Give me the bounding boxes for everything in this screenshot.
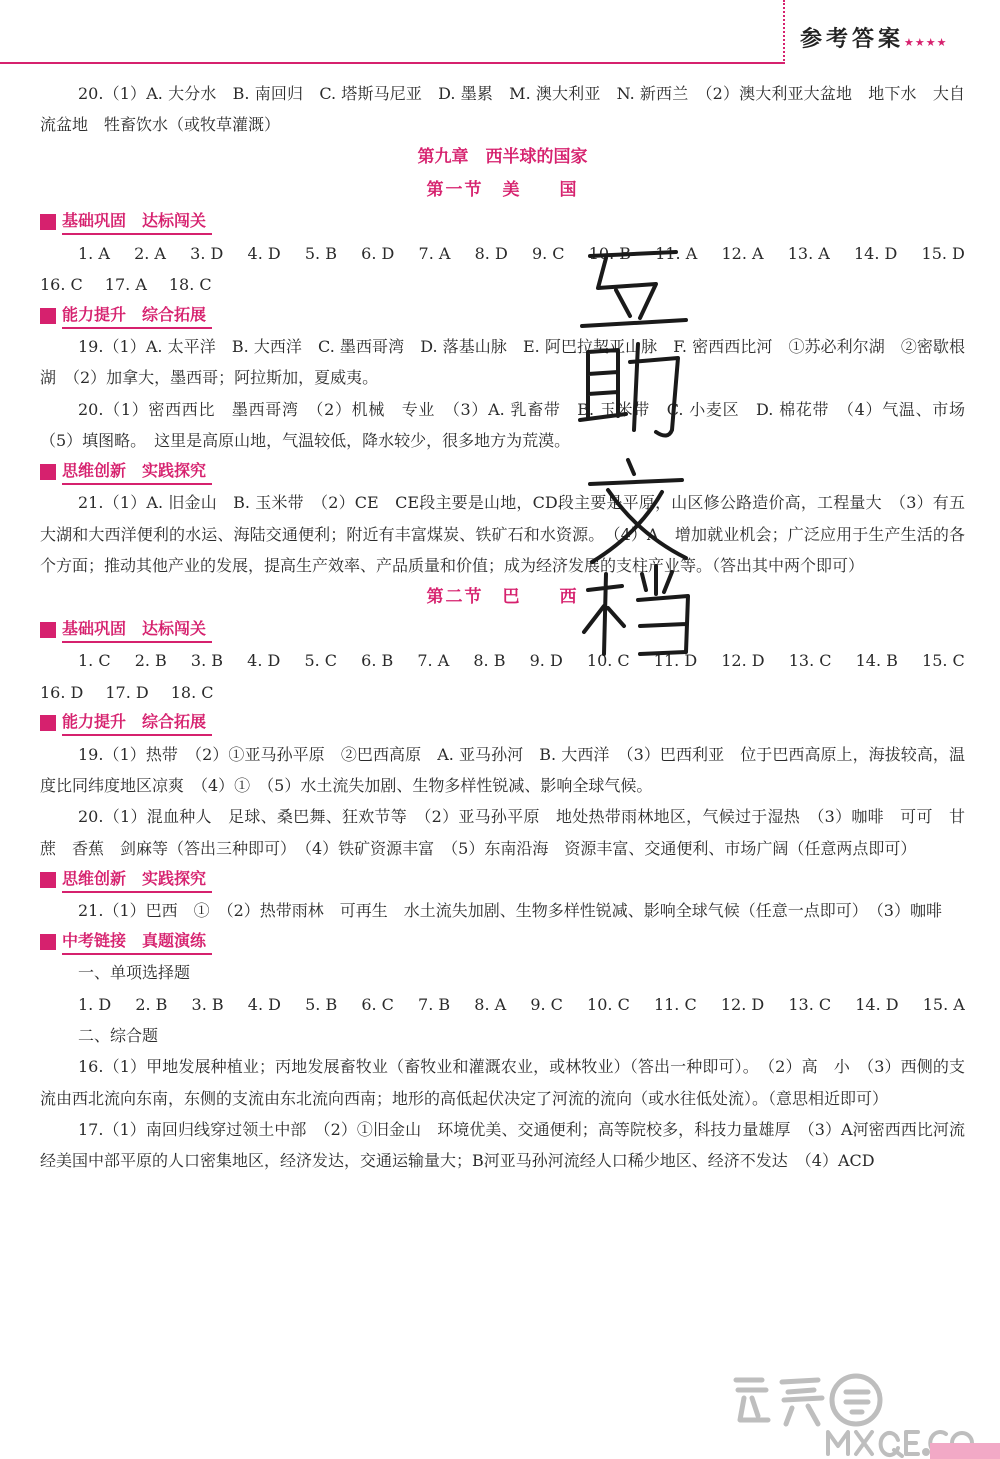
answer-item: 18. C — [168, 274, 212, 294]
section-label-text: 基础巩固 达标闯关 — [62, 617, 212, 643]
answer-item: 14. B — [855, 651, 898, 671]
answer-row — [40, 677, 965, 708]
answer-row — [40, 989, 965, 1020]
handwritten-signature — [568, 234, 708, 674]
header-divider — [783, 0, 785, 64]
answer-item: 8. B — [473, 651, 506, 671]
answer-paragraph: 19.（1）A. 太平洋 B. 大西洋 C. 墨西哥湾 D. 落基山脉 E. 阿巴拉契亚山脉 F. 密西西比河 ①苏必利尔湖 ②密歇根湖 （2）加拿大，墨西哥；阿拉斯加，夏威夷。 — [40, 337, 965, 388]
star-rating-icon: ★★★★ — [904, 36, 948, 49]
answer-item: 3. B — [191, 994, 224, 1014]
section-label-basic — [40, 207, 965, 238]
answer-row — [40, 269, 965, 300]
section-label-text: 中考链接 真题演练 — [62, 929, 212, 955]
answer-item: 11. C — [653, 994, 697, 1014]
answer-row — [40, 238, 965, 269]
answer-item: 9. D — [529, 651, 563, 671]
section-title-usa: 第一节 美 国 — [426, 179, 579, 200]
answer-item: 16. C — [40, 274, 83, 294]
answer-item: 10. B — [588, 243, 632, 263]
answer-item: 5. B — [305, 994, 338, 1014]
square-bullet-icon — [40, 715, 56, 731]
answer-item: 8. D — [474, 243, 508, 263]
answer-item: 6. C — [361, 994, 394, 1014]
header-rule — [0, 62, 785, 64]
section-label-exam — [40, 926, 965, 957]
answer-paragraph: 20.（1）混血种人 足球、桑巴舞、狂欢节等 （2）亚马孙平原 地处热带雨林地区，气候过于湿热 （3）咖啡 可可 甘蔗 香蕉 剑麻等（答出三种即可） （4）铁矿资源丰富 （5）东南沿海 资源丰富、交通便利、市场广阔（任意两点即可） — [40, 807, 965, 858]
section-label-innovation — [40, 864, 965, 895]
answer-item: 1. C — [78, 651, 111, 671]
answer-paragraph: 17.（1）南回归线穿过领土中部 （2）①旧金山 环境优美、交通便利；高等院校多，科技力量雄厚 （3）A河密西西比河流经美国中部平原的人口密集地区，经济发达，交通运输量大；B河亚马孙河流经人口稀少地区、经济不发达 （4）ACD — [40, 1119, 965, 1171]
answer-item: 14. D — [853, 243, 898, 263]
answer-paragraph: 21.（1）巴西 ① （2）热带雨林 可再生 水土流失加剧、生物多样性锐减、影响全球气候（任意一点即可） （3）咖啡 — [78, 901, 942, 921]
answer-item: 4. D — [247, 994, 281, 1014]
answer-item: 12. D — [721, 651, 765, 671]
page-corner-tab — [930, 1443, 1000, 1459]
answer-paragraph: 16.（1）甲地发展种植业；丙地发展畜牧业（畜牧业和灌溉农业，或林牧业）（答出一种即可）。 （2）高 小 （3）西侧的支流由西北流向东南，东侧的支流由东北流向西南；地形的高低起伏决定了河流的流向（或水往低处流）。（意思相近即可） — [40, 1057, 965, 1108]
answer-item: 17. A — [104, 274, 147, 294]
answer-item: 7. A — [418, 243, 451, 263]
section-label-text: 能力提升 综合拓展 — [62, 710, 212, 736]
answer-item: 6. D — [361, 243, 395, 263]
answer-item: 8. A — [474, 994, 507, 1014]
answer-item: 11. D — [653, 651, 698, 671]
answer-item: 15. C — [922, 651, 965, 671]
answer-item: 16. D — [40, 682, 84, 702]
chapter-title: 第九章 西半球的国家 — [417, 146, 588, 167]
section-label-ability — [40, 300, 965, 331]
answer-item: 1. D — [78, 994, 112, 1014]
answer-item: 9. C — [530, 994, 563, 1014]
answer-content — [40, 78, 982, 1176]
answer-item: 12. A — [721, 243, 764, 263]
square-bullet-icon — [40, 622, 56, 638]
answer-item: 14. D — [855, 994, 899, 1014]
section-label-basic — [40, 614, 965, 645]
answer-item: 9. C — [531, 243, 565, 263]
answer-item: 11. A — [655, 243, 698, 263]
answer-item: 13. C — [788, 994, 832, 1014]
answer-paragraph: 19.（1）热带 （2）①亚马孙平原 ②巴西高原 A. 亚马孙河 B. 大西洋 （3）巴西利亚 位于巴西高原上，海拔较高，温度比同纬度地区凉爽 （4）① （5）水土流失加剧、生物多样性锐减、影响全球气候。 — [40, 744, 965, 796]
square-bullet-icon — [40, 214, 56, 230]
section-label-text: 能力提升 综合拓展 — [62, 303, 212, 329]
answer-item: 15. D — [921, 243, 965, 263]
square-bullet-icon — [40, 308, 56, 324]
answer-item: 18. C — [170, 682, 214, 702]
answer-item: 5. C — [304, 651, 338, 671]
section-label-ability — [40, 708, 965, 739]
answer-item: 13. C — [788, 651, 832, 671]
square-bullet-icon — [40, 464, 56, 480]
answer-item: 13. A — [787, 243, 830, 263]
answer-row — [40, 645, 965, 676]
section-label-text: 思维创新 实践探究 — [62, 867, 212, 893]
answer-item: 2. B — [134, 651, 167, 671]
answer-item: 7. B — [418, 994, 451, 1014]
answer-paragraph: 20.（1）密西西比 墨西哥湾 （2）机械 专业 （3）A. 乳畜带 B. 玉米带 C. 小麦区 D. 棉花带 （4）气温、市场 （5）填图略。 这里是高原山地，气温较低，降水较少，很多地方为荒漠。 — [40, 399, 982, 451]
answer-item: 4. D — [247, 651, 281, 671]
answer-item: 3. B — [190, 651, 224, 671]
answer-item: 5. B — [304, 243, 337, 263]
answer-paragraph: 21.（1）A. 旧金山 B. 玉米带 （2）CE CE段主要是山地，CD段主要是平原，山区修公路造价高，工程量大 （3）有五大湖和大西洋便利的水运、海陆交通便利；附近有丰富煤炭、铁矿石和水资源。 （4）A 增加就业机会；广泛应用于生产生活的各个方面；推动其他产业的发展，提高生产效率、产品质量和价值；成为经济发展的支柱产业等。（答出其中两个即可） — [40, 493, 965, 575]
answer-item: 6. B — [361, 651, 394, 671]
answer-item: 2. A — [134, 243, 166, 263]
answer-item: 4. D — [247, 243, 281, 263]
answer-item: 3. D — [190, 243, 224, 263]
section-title-brazil: 第二节 巴 西 — [426, 587, 579, 608]
answer-item: 17. D — [105, 682, 149, 702]
square-bullet-icon — [40, 934, 56, 950]
answer-item: 10. C — [587, 994, 630, 1014]
answer-item: 15. A — [922, 994, 965, 1014]
intro-answer: 20.（1）A. 大分水 B. 南回归 C. 塔斯马尼亚 D. 墨累 M. 澳大利亚 N. 新西兰 （2）澳大利亚大盆地 地下水 大自流盆地 牲畜饮水（或牧草灌溉） — [40, 84, 965, 135]
answer-item: 1. A — [78, 243, 110, 263]
section-label-text: 思维创新 实践探究 — [62, 459, 212, 485]
answer-item: 10. C — [586, 651, 630, 671]
page-header — [800, 22, 1000, 58]
answer-item: 2. B — [135, 994, 168, 1014]
section-label-text: 基础巩固 达标闯关 — [62, 209, 212, 235]
answer-item: 12. D — [720, 994, 765, 1014]
exam-part-title: 一、单项选择题 — [78, 963, 191, 983]
answer-item: 7. A — [417, 651, 450, 671]
header-title: 参考答案 — [800, 27, 905, 52]
exam-part-title: 二、综合题 — [78, 1025, 159, 1045]
section-label-innovation — [40, 456, 965, 487]
square-bullet-icon — [40, 872, 56, 888]
